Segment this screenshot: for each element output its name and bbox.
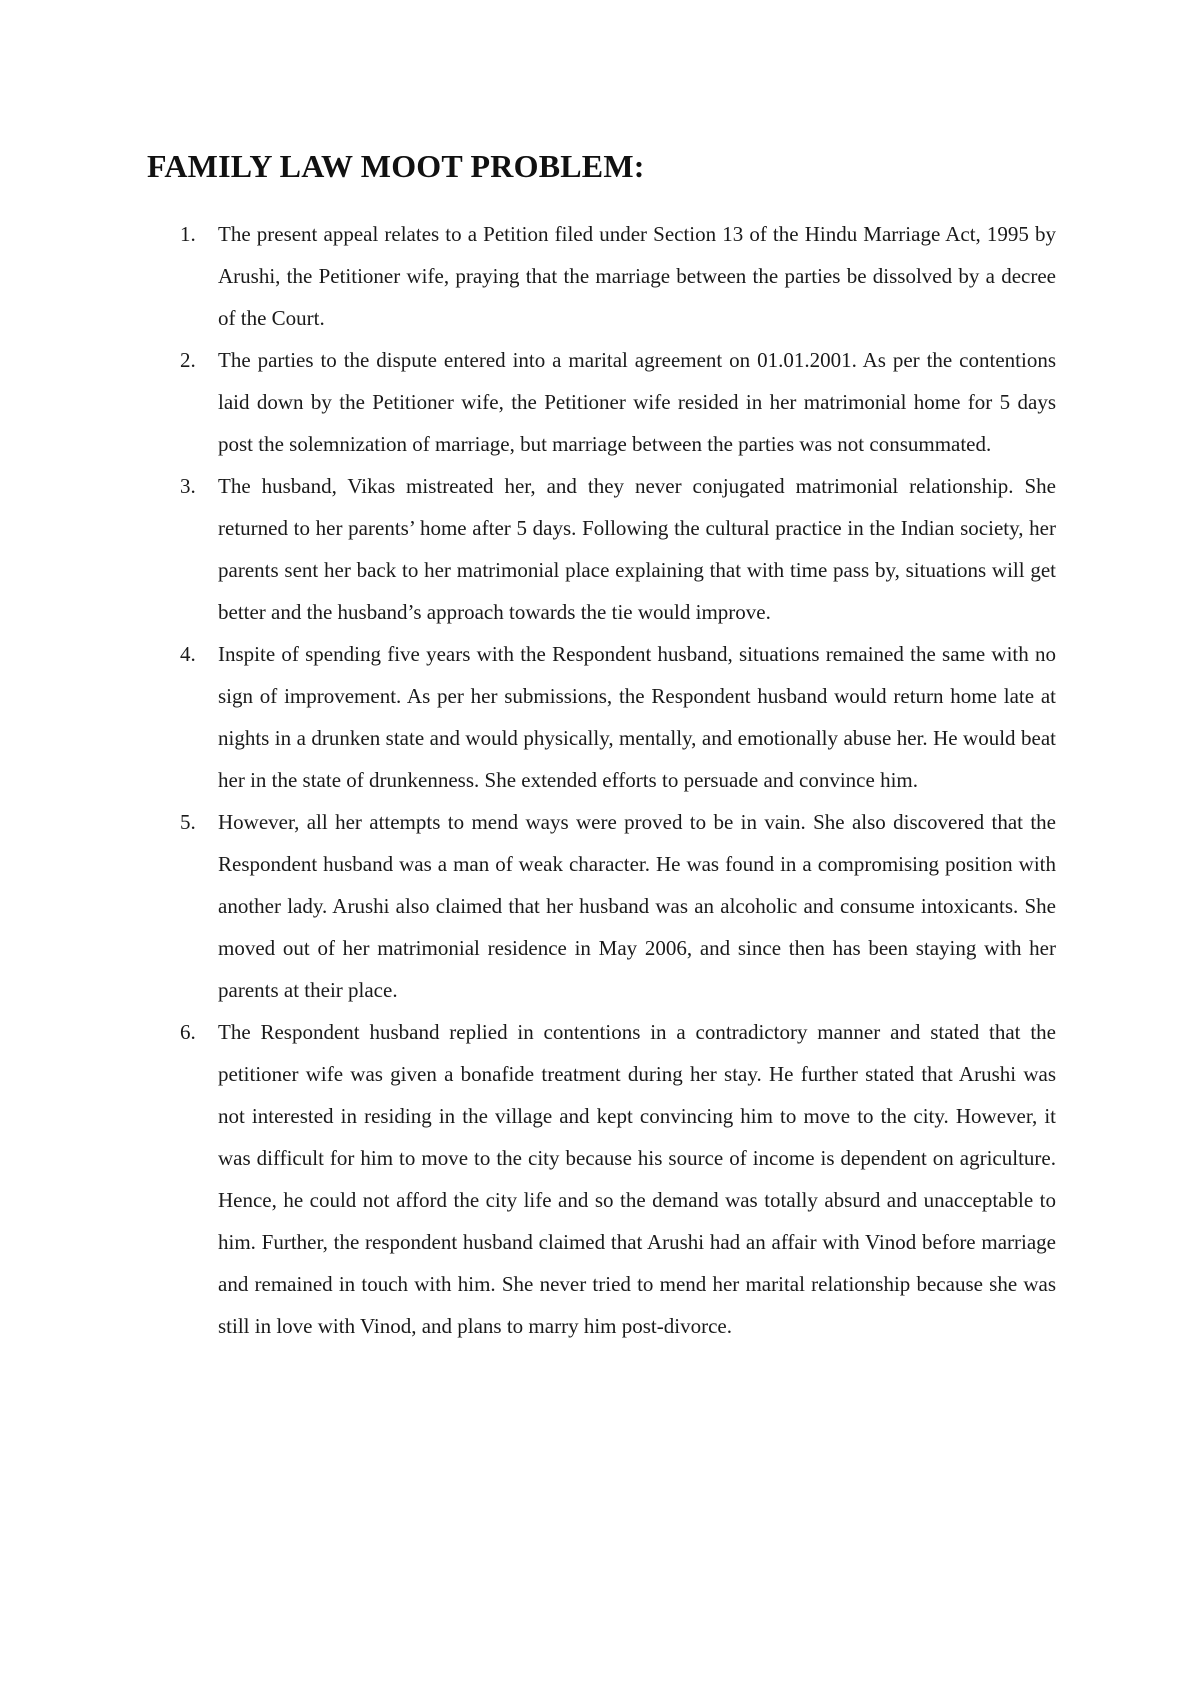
list-item <box>0 465 1200 633</box>
item-text: The present appeal relates to a Petition filed under Section 13 of the Hindu Marriage Act, 1995 by Arushi, the Petitioner wife, praying that the marriage between the parties be dissolved by a decree of the Court. <box>218 222 1056 330</box>
item-number: 1. <box>180 222 196 246</box>
item-text: The parties to the dispute entered into a marital agreement on 01.01.2001. As per the contentions laid down by the Petitioner wife, the Petitioner wife resided in her matrimonial home for 5 days post the solemnization of marriage, but marriage between the parties was not consummated. <box>218 348 1056 456</box>
item-text: Inspite of spending five years with the Respondent husband, situations remained the same with no sign of improvement. As per her submissions, the Respondent husband would return home late at nights in a drunken state and would physically, mentally, and emotionally abuse her. He would beat her in the state of drunkenness. She extended efforts to persuade and convince him. <box>218 642 1056 792</box>
item-number: 2. <box>180 348 196 372</box>
item-number: 6. <box>180 1020 196 1044</box>
numbered-paragraph-list <box>0 213 1200 1347</box>
document-title: FAMILY LAW MOOT PROBLEM: <box>147 148 645 184</box>
item-number: 4. <box>180 642 196 666</box>
item-text: The husband, Vikas mistreated her, and they never conjugated matrimonial relationship. She returned to her parents’ home after 5 days. Following the cultural practice in the Indian society, her parents sent her back to her matrimonial place explaining that with time pass by, situations will get better and the husband’s approach towards the tie would improve. <box>218 474 1056 624</box>
list-item <box>0 1011 1200 1347</box>
item-number: 3. <box>180 474 196 498</box>
list-item <box>0 339 1200 465</box>
item-text: However, all her attempts to mend ways were proved to be in vain. She also discovered that the Respondent husband was a man of weak character. He was found in a compromising position with another lady. Arushi also claimed that her husband was an alcoholic and consume intoxicants. She moved out of her matrimonial residence in May 2006, and since then has been staying with her parents at their place. <box>218 810 1056 1002</box>
item-text: The Respondent husband replied in contentions in a contradictory manner and stated that the petitioner wife was given a bonafide treatment during her stay. He further stated that Arushi was not interested in residing in the village and kept convincing him to move to the city. However, it was difficult for him to move to the city because his source of income is dependent on agriculture. Hence, he could not afford the city life and so the demand was totally absurd and unacceptable to him. Further, the respondent husband claimed that Arushi had an affair with Vinod before marriage and remained in touch with him. She never tried to mend her marital relationship because she was still in love with Vinod, and plans to marry him post-divorce. <box>218 1020 1056 1338</box>
list-item <box>0 213 1200 339</box>
list-item <box>0 633 1200 801</box>
item-number: 5. <box>180 810 196 834</box>
list-item <box>0 801 1200 1011</box>
